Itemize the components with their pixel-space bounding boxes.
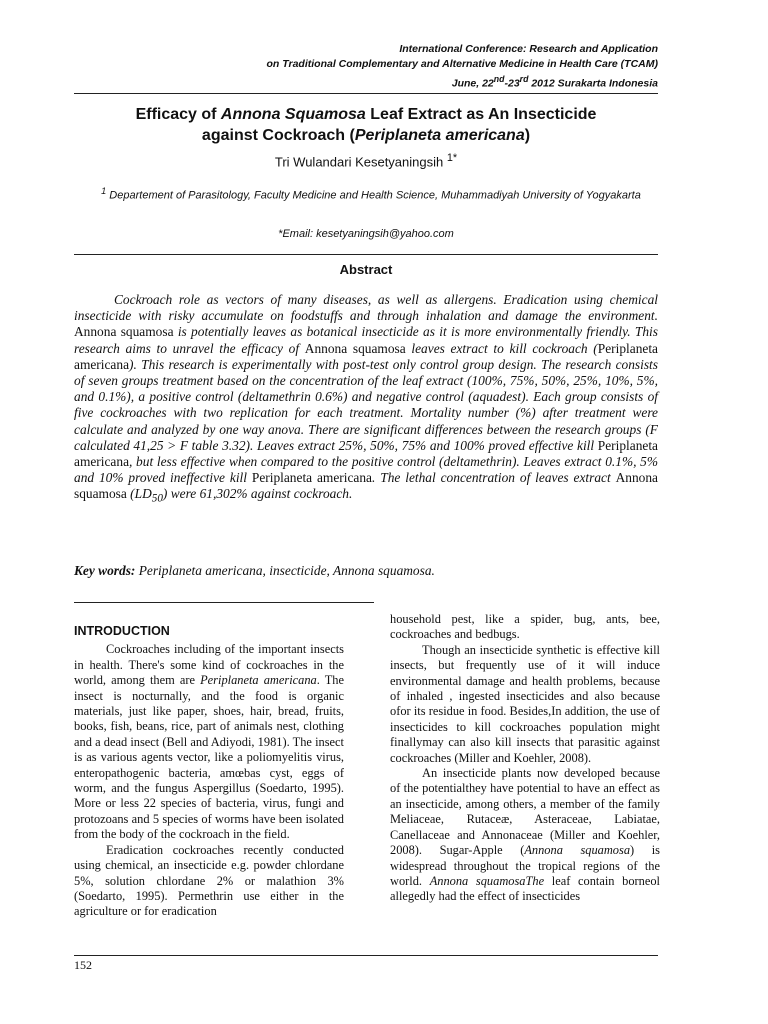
author-affiliation: $^1$ Departement of Parasitology, Faculty Medicine and Health Science, Muhammadiyah University of Yogyakarta bbox=[101, 186, 641, 202]
column-divider bbox=[74, 602, 374, 603]
author-email: *Email: kesetyaningsih@yahoo.com bbox=[278, 228, 454, 240]
page-number: 152 bbox=[74, 958, 92, 972]
right-column bbox=[390, 612, 660, 905]
intro-paragraph-5: An insecticide plants now developed because of the potentialthey have potential to have an effect as an insecticide, among others, a member of the family Meliaceae, Rutaceæ, Asteraceae, Labiatae, Canellaceae and Annonaceae (Miller and Koehler, 2008). Sugar-Apple (Annona squamosa) is widespread throughout the tropical regions of the world. Annona squamosaThe leaf contain borneol allegedly had the effect of insecticides bbox=[390, 766, 660, 904]
conference-line-2: on Traditional Complementary and Alternative Medicine in Health Care (TCAM) bbox=[266, 58, 658, 70]
abstract-divider bbox=[74, 254, 658, 255]
introduction-heading: INTRODUCTION bbox=[74, 624, 170, 638]
conference-header bbox=[267, 42, 658, 92]
abstract-heading: Abstract bbox=[339, 262, 393, 277]
intro-paragraph-1: Cockroaches including of the important insects in health. There's some kind of cockroaches in the world, among them are Periplaneta americana. The insect is nocturnally, and the food is organic materials, just like paper, shoes, hair, bread, fruits, books, fish, beans, rice, part of animals nest, clothing and a dead insect (Bell and Adiyodi, 1981). The insect is as various agents vector, like a poliomyelitis virus, enteropathogenic bacteria, amœbas cyst, eggs of worm, and the fungus Aspergillus (Soedarto, 1995). More or less 22 species of bacteria, virus, fungi and protozoans and 5 species of worms have been isolated from the body of the cockroach in the field. bbox=[74, 642, 344, 842]
intro-paragraph-4: Though an insecticide synthetic is effective kill insects, but frequently use of it will induce environmental damage and health problems, because of inhaled , ingested insecticides and also because ofor its residue in food. Besides,In addition, the use of insecticides to kill cockroaches population might finallymay can also kill insects that parasitic against cockroaches (Miller and Koehler, 2008). bbox=[390, 642, 660, 765]
paper-title: Efficacy of Annona Squamosa Leaf Extract as An Insecticide against Cockroach (Periplaneta americana) bbox=[135, 106, 597, 144]
header-divider bbox=[74, 93, 658, 94]
footer-divider bbox=[74, 955, 658, 956]
abstract-text: Cockroach role as vectors of many diseases, as well as allergens. Eradication using chemical insecticide with risky accumulate on foodstuffs and through inhalation and damage the environment. Annona squamosa is potentially leaves as botanical insecticide as it is more environmentally friendly. This research aims to unravel the efficacy of Annona squamosa leaves extract to kill cockroach (Periplaneta americana). This research is experimentally with post-test only control group design. The research consists of seven groups treatment based on the concentration of the leaf extract (100%, 75%, 50%, 25%, 10%, 5%, and 0.1%), a positive control (deltamethrin 0.6%) and negative control (aquadest). Each group consists of five cockroaches with two replication for each treatment. Mortality number (%) after treatment were calculate and analyzed by one way anova. There are significant differences between the research groups (F calculated 41,25 > F table 3.32). Leaves extract 25%, 50%, 75% and 100% proved effective kill Periplaneta americana, but less effective when compared to the positive control (deltamethrin). Leaves extract 0.1%, 5% and 10% proved ineffective kill Periplaneta americana. The lethal concentration of leaves extract Annona squamosa $(LD_{50})$ were 61,302% against cockroach. bbox=[74, 292, 658, 506]
left-column bbox=[74, 624, 344, 920]
intro-paragraph-2: Eradication cockroaches recently conducted using chemical, an insecticide e.g. powder chlordane 5%, solution chlordane 2% or malathion 3% (Soedarto, 1995). Permethrin use either in the agriculture or for eradication bbox=[74, 842, 344, 919]
author-name: Tri Wulandari Kesetyaningsih $^{1*}$ bbox=[274, 152, 458, 170]
keywords: Key words: Periplaneta americana, insecticide, Annona squamosa. bbox=[74, 563, 435, 578]
conference-line-3: June, 22nd-23rd 2012 Surakarta Indonesia bbox=[451, 74, 658, 90]
conference-line-1: International Conference: Research and Application bbox=[399, 43, 658, 55]
intro-paragraph-3: household pest, like a spider, bug, ants, bee, cockroaches and bedbugs. bbox=[390, 612, 660, 642]
